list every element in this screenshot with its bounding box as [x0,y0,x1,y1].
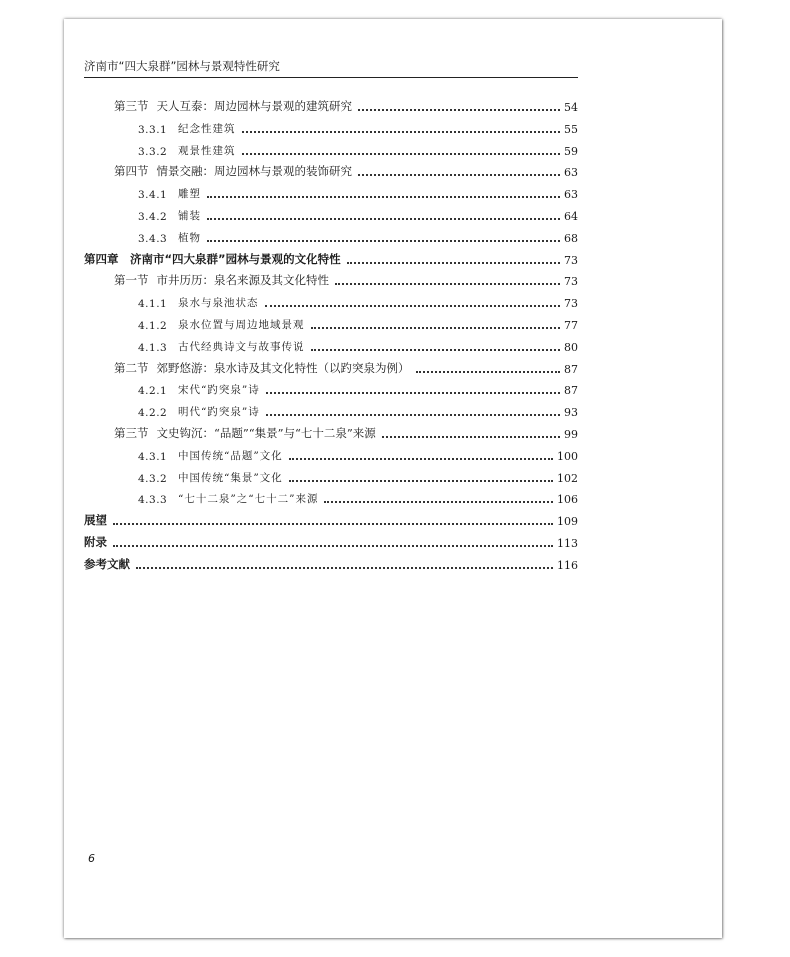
toc-entry [84,227,578,245]
toc-entry-title: “七十二泉”之“七十二”来源 [178,493,319,506]
toc-entry-title: 泉水位置与周边地域景观 [178,319,305,331]
toc-entry-title [84,98,352,114]
toc-entry [84,161,578,179]
toc-page-number: 63 [564,166,578,180]
toc-page-number: 106 [557,493,578,507]
toc-entry [84,249,578,267]
toc-page-number: 77 [564,319,578,332]
toc-page-number: 55 [564,122,578,136]
toc-page-number: 73 [564,253,578,267]
toc-section-title: 文史钩沉：“品题”“集景”与“七十二泉”来源 [156,426,376,440]
page-number: 6 [88,852,95,865]
toc-entry [84,140,578,158]
toc-entry-title: 展望 [84,513,107,528]
toc-leader-dots [311,326,561,329]
toc-section-label: 第三节 [114,426,149,440]
toc-entry [84,118,578,136]
toc-entry [84,532,578,550]
toc-entry-title [84,360,410,376]
toc-leader-dots [113,544,553,547]
toc-page-number: 116 [557,558,578,572]
toc-page-number: 102 [557,471,578,485]
toc-entry-number: 3.3.2 [138,145,168,158]
toc-section-label: 第三节 [114,99,149,113]
toc-entry-number: 4.1.3 [138,341,168,354]
toc-page-number: 63 [564,188,578,202]
toc-section-label: 第一节 [114,273,149,288]
toc-entry [84,423,578,441]
toc-entry [84,96,578,114]
toc-leader-dots [347,261,560,264]
toc-entry-number: 4.2.1 [138,385,168,398]
toc-page-number: 73 [564,275,578,289]
toc-entry [84,336,578,354]
toc-entry-title: 明代“趵突泉”诗 [178,406,260,419]
toc-entry-title: 泉水与泉池状态 [178,297,259,310]
toc-page-number: 59 [564,144,578,158]
toc-page-number: 113 [557,537,578,550]
toc-leader-dots [416,370,561,373]
toc-entry-number: 3.4.1 [138,189,168,202]
toc-entry-number: 3.4.2 [138,211,168,223]
toc-leader-dots [242,152,561,155]
toc-entry-title: 中国传统“品题”文化 [178,449,283,462]
toc-entry-title: 纪念性建筑 [178,122,236,135]
toc-page-number: 54 [564,101,578,114]
toc-entry-number: 3.4.3 [138,232,168,245]
toc-entry-title: 铺装 [178,210,201,222]
toc-leader-dots [289,457,553,460]
toc-entry [84,401,578,419]
toc-leader-dots [266,391,560,394]
toc-entry-number: 4.3.1 [138,450,168,463]
toc-leader-dots [324,500,553,503]
toc-page-number: 109 [557,515,578,529]
toc-entry-title [84,425,376,441]
toc-entry-number: 4.3.3 [138,494,168,507]
toc-entry [84,467,578,485]
toc-entry-title [84,272,329,288]
toc-leader-dots [358,108,560,111]
toc-page-number: 87 [564,384,578,398]
toc-entry-number: 4.2.2 [138,407,168,420]
toc-leader-dots [242,130,561,133]
toc-leader-dots [113,522,553,525]
toc-page-number: 93 [564,406,578,420]
toc-page-number: 64 [564,210,578,223]
toc-leader-dots [289,479,553,482]
running-title: 济南市“四大泉群”园林与景观特性研究 [84,59,280,73]
toc-entry [84,270,578,288]
toc-page-number: 73 [564,297,578,311]
toc-entry [84,183,578,201]
toc-leader-dots [207,217,560,220]
toc-leader-dots [266,413,560,416]
toc-section-label: 第四节 [114,164,149,179]
toc-entry-title: 观景性建筑 [178,144,236,157]
toc-section-title: 天人互泰：周边园林与景观的建筑研究 [156,99,352,113]
toc-leader-dots [265,304,561,307]
toc-page-number: 100 [557,449,578,463]
toc-page-number: 80 [564,340,578,354]
toc-entry [84,292,578,310]
running-header [84,58,578,78]
toc-entry [84,445,578,463]
toc-entry-number: 4.3.2 [138,472,168,485]
toc-entry-number: 3.3.1 [138,123,168,136]
toc-leader-dots [311,348,561,351]
toc-leader-dots [382,435,560,438]
toc-entry [84,205,578,223]
toc-entry [84,510,578,528]
toc-entry-title: 雕塑 [178,188,201,201]
toc-section-title: 情景交融：周边园林与景观的装饰研究 [156,164,352,179]
toc-entry [84,314,578,332]
toc-entry-title [84,163,352,179]
toc-leader-dots [335,282,560,285]
toc-leader-dots [207,239,560,242]
toc-leader-dots [207,195,560,198]
toc-entry-title: 宋代“趵突泉”诗 [178,384,260,397]
toc-entry-number: 4.1.2 [138,320,168,332]
toc-section-title: 郊野悠游：泉水诗及其文化特性（以趵突泉为例） [156,360,410,375]
toc-entry-title: 古代经典诗文与故事传说 [178,340,305,353]
toc-entry-number: 4.1.1 [138,298,168,311]
toc-entry [84,358,578,376]
toc-entry-title: 附录 [84,535,107,549]
toc-leader-dots [358,173,560,176]
toc-entry-title: 第四章 济南市“四大泉群”园林与景观的文化特性 [84,251,341,266]
toc-page-number: 87 [564,362,578,376]
toc-leader-dots [136,566,553,569]
toc-entry [84,488,578,506]
toc-entry-title: 参考文献 [84,556,130,571]
toc-entry-title: 中国传统“集景”文化 [178,471,283,484]
toc-entry-title: 植物 [178,231,201,244]
toc-section-label: 第二节 [114,360,149,375]
toc-page-number: 68 [564,231,578,245]
toc-entry [84,554,578,572]
toc-section-title: 市井历历：泉名来源及其文化特性 [156,273,329,288]
toc-page-number: 99 [564,428,578,441]
toc-entry [84,379,578,397]
